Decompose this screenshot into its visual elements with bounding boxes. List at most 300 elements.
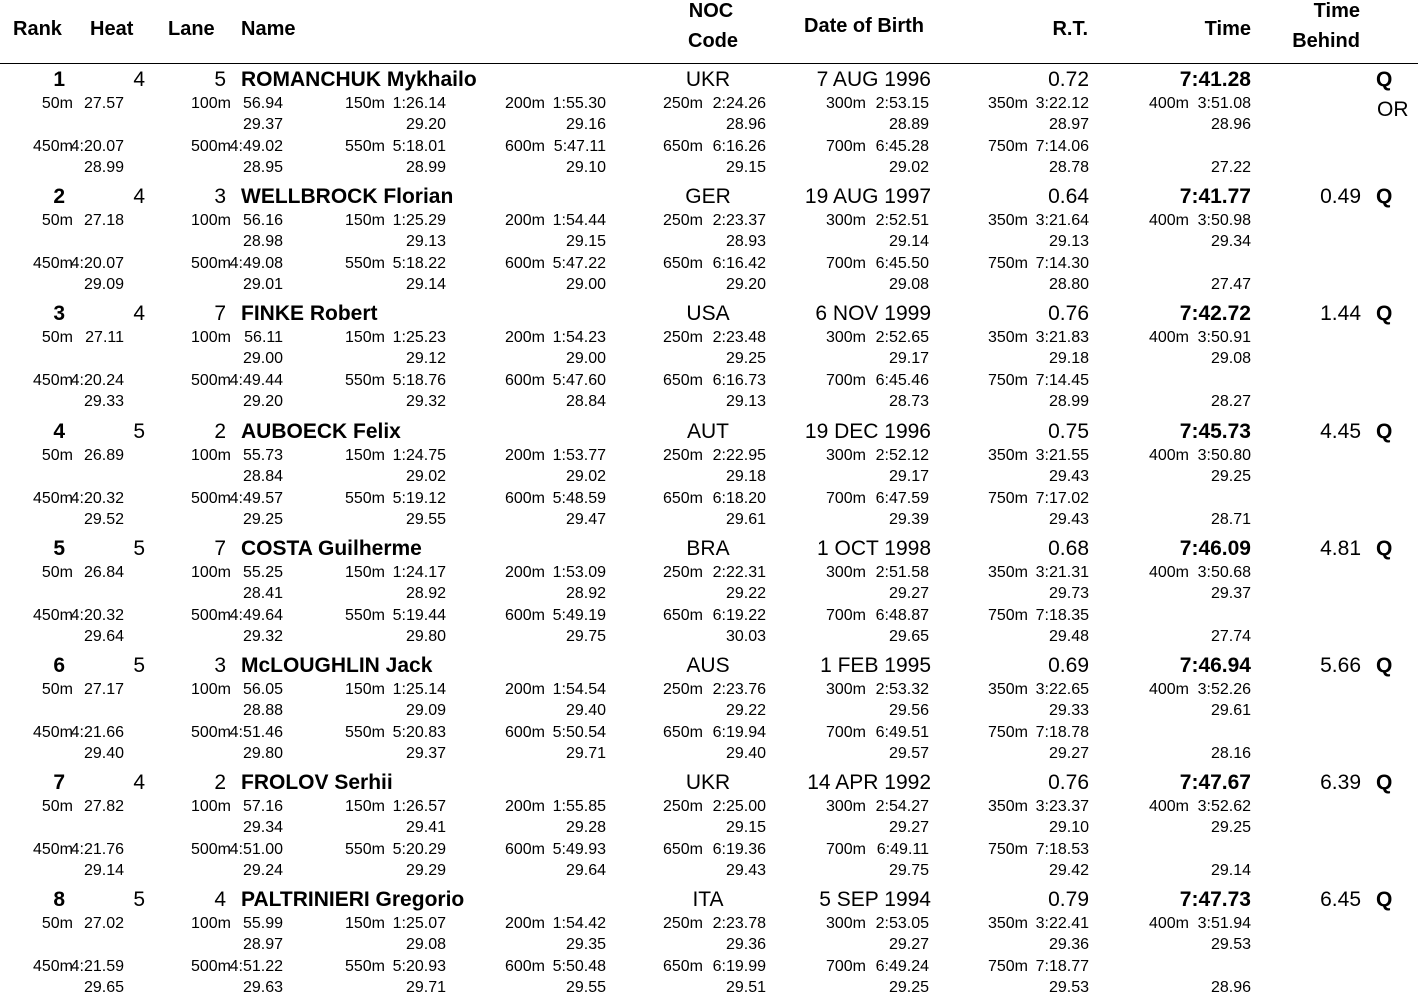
final-time: 7:42.72 [1179, 302, 1251, 325]
split-distance: 750m [987, 255, 1028, 272]
split-distance: 550m [344, 607, 385, 624]
split-distance: 500m [190, 138, 231, 155]
split-cumulative-time: 1:54.54 [552, 681, 606, 698]
split-time: 29.61 [725, 511, 766, 528]
split-distance: 650m [662, 958, 703, 975]
split-cumulative-time: 3:22.12 [1035, 95, 1089, 112]
split-distance: 650m [662, 490, 703, 507]
split-cumulative-time: 5:50.48 [552, 958, 606, 975]
split-cumulative-time: 3:50.91 [1197, 329, 1251, 346]
split-distance: 150m [344, 915, 385, 932]
split-time: 29.64 [565, 862, 606, 879]
split-distance: 150m [344, 798, 385, 815]
noc-code: UKR [685, 771, 731, 794]
split-cumulative-time: 56.16 [242, 212, 283, 229]
split-time: 29.40 [83, 745, 124, 762]
header-time-behind-line2: Behind [1292, 30, 1360, 52]
split-time: 29.37 [405, 745, 446, 762]
split-distance: 150m [344, 329, 385, 346]
split-time: 28.93 [725, 233, 766, 250]
split-distance: 600m [504, 607, 545, 624]
split-time: 29.22 [725, 585, 766, 602]
split-cumulative-time: 3:21.83 [1035, 329, 1089, 346]
split-distance: 100m [190, 915, 231, 932]
split-distance: 450m [32, 255, 73, 272]
split-cumulative-time: 1:53.09 [552, 564, 606, 581]
rank-cell: 8 [53, 888, 65, 911]
rank-cell: 3 [53, 302, 65, 325]
split-distance: 350m [987, 447, 1028, 464]
split-time: 29.02 [888, 159, 929, 176]
split-cumulative-time: 7:14.45 [1035, 372, 1089, 389]
split-distance: 200m [504, 447, 545, 464]
split-cumulative-time: 27.18 [83, 212, 124, 229]
date-of-birth: 19 DEC 1996 [804, 420, 931, 443]
split-cumulative-time: 4:49.44 [229, 372, 283, 389]
split-distance: 250m [662, 329, 703, 346]
date-of-birth: 5 SEP 1994 [819, 888, 931, 911]
reaction-time: 0.72 [1048, 68, 1089, 91]
split-time: 29.48 [1048, 628, 1089, 645]
split-distance: 500m [190, 958, 231, 975]
split-cumulative-time: 26.89 [83, 447, 124, 464]
split-time: 29.29 [405, 862, 446, 879]
reaction-time: 0.79 [1048, 888, 1089, 911]
split-time: 29.02 [405, 468, 446, 485]
split-cumulative-time: 6:45.46 [875, 372, 929, 389]
split-time: 28.99 [83, 159, 124, 176]
header-divider [0, 63, 1418, 64]
split-distance: 250m [662, 447, 703, 464]
split-time: 29.35 [565, 936, 606, 953]
split-cumulative-time: 27.17 [83, 681, 124, 698]
split-distance: 100m [190, 447, 231, 464]
split-distance: 700m [825, 255, 866, 272]
split-distance: 400m [1148, 798, 1189, 815]
split-distance: 750m [987, 138, 1028, 155]
split-cumulative-time: 5:47.60 [552, 372, 606, 389]
split-distance: 350m [987, 564, 1028, 581]
header-lane: Lane [168, 18, 215, 40]
split-distance: 750m [987, 841, 1028, 858]
split-time: 29.08 [405, 936, 446, 953]
split-distance: 150m [344, 681, 385, 698]
split-distance: 400m [1148, 915, 1189, 932]
split-cumulative-time: 1:26.57 [392, 798, 446, 815]
split-cumulative-time: 1:25.29 [392, 212, 446, 229]
split-distance: 400m [1148, 95, 1189, 112]
split-distance: 450m [32, 372, 73, 389]
split-cumulative-time: 2:25.00 [712, 798, 766, 815]
split-cumulative-time: 5:20.93 [392, 958, 446, 975]
split-distance: 600m [504, 138, 545, 155]
split-cumulative-time: 3:52.62 [1197, 798, 1251, 815]
split-distance: 700m [825, 490, 866, 507]
split-distance: 100m [190, 329, 231, 346]
split-time: 29.17 [888, 350, 929, 367]
split-distance: 650m [662, 841, 703, 858]
split-cumulative-time: 57.16 [242, 798, 283, 815]
split-distance: 650m [662, 255, 703, 272]
split-distance: 50m [41, 329, 73, 346]
split-cumulative-time: 2:22.31 [712, 564, 766, 581]
split-time: 29.14 [888, 233, 929, 250]
split-distance: 200m [504, 915, 545, 932]
header-time-behind-line1: Time [1313, 0, 1360, 22]
split-cumulative-time: 5:18.76 [392, 372, 446, 389]
split-time: 29.00 [242, 350, 283, 367]
split-time: 28.84 [242, 468, 283, 485]
split-time: 29.02 [565, 468, 606, 485]
qualification-mark: Q [1376, 68, 1393, 91]
split-time: 29.17 [888, 468, 929, 485]
split-distance: 400m [1148, 447, 1189, 464]
split-cumulative-time: 6:45.50 [875, 255, 929, 272]
header-reaction-time: R.T. [1052, 18, 1088, 40]
split-time: 29.25 [1210, 468, 1251, 485]
split-distance: 300m [825, 915, 866, 932]
split-cumulative-time: 3:50.98 [1197, 212, 1251, 229]
split-distance: 200m [504, 681, 545, 698]
noc-code: BRA [686, 537, 730, 560]
qualification-mark: Q [1376, 302, 1393, 325]
split-cumulative-time: 56.94 [242, 95, 283, 112]
split-cumulative-time: 1:25.23 [392, 329, 446, 346]
split-time: 27.47 [1210, 276, 1251, 293]
split-distance: 550m [344, 724, 385, 741]
split-distance: 550m [344, 958, 385, 975]
lane-cell: 5 [214, 68, 226, 91]
split-cumulative-time: 2:52.12 [875, 447, 929, 464]
athlete-name: PALTRINIERI Gregorio [241, 888, 465, 911]
split-distance: 350m [987, 915, 1028, 932]
split-time: 28.97 [1048, 116, 1089, 133]
split-distance: 700m [825, 138, 866, 155]
split-distance: 450m [32, 958, 73, 975]
split-cumulative-time: 56.05 [242, 681, 283, 698]
split-time: 28.99 [405, 159, 446, 176]
split-time: 29.09 [83, 276, 124, 293]
reaction-time: 0.68 [1048, 537, 1089, 560]
date-of-birth: 1 FEB 1995 [820, 654, 931, 677]
split-cumulative-time: 4:51.22 [229, 958, 283, 975]
split-time: 28.16 [1210, 745, 1251, 762]
reaction-time: 0.69 [1048, 654, 1089, 677]
split-time: 28.78 [1048, 159, 1089, 176]
split-distance: 750m [987, 372, 1028, 389]
noc-code: AUS [686, 654, 730, 677]
time-behind: 1.44 [1320, 302, 1361, 325]
split-distance: 200m [504, 798, 545, 815]
split-time: 29.41 [405, 819, 446, 836]
split-time: 29.71 [565, 745, 606, 762]
split-cumulative-time: 6:47.59 [875, 490, 929, 507]
header-rank: Rank [13, 18, 62, 40]
split-distance: 300m [825, 564, 866, 581]
split-distance: 700m [825, 607, 866, 624]
time-behind: 4.81 [1320, 537, 1361, 560]
final-time: 7:46.09 [1179, 537, 1251, 560]
split-cumulative-time: 1:53.77 [552, 447, 606, 464]
split-time: 29.20 [242, 393, 283, 410]
split-cumulative-time: 2:22.95 [712, 447, 766, 464]
split-time: 29.27 [888, 819, 929, 836]
split-time: 29.71 [405, 979, 446, 996]
qualification-mark: Q [1376, 888, 1393, 911]
split-time: 29.37 [1210, 585, 1251, 602]
split-time: 29.27 [1048, 745, 1089, 762]
split-time: 28.71 [1210, 511, 1251, 528]
split-cumulative-time: 2:52.51 [875, 212, 929, 229]
split-cumulative-time: 5:20.83 [392, 724, 446, 741]
split-cumulative-time: 2:52.65 [875, 329, 929, 346]
split-time: 29.20 [725, 276, 766, 293]
split-cumulative-time: 27.02 [83, 915, 124, 932]
lane-cell: 3 [214, 654, 226, 677]
split-time: 28.73 [888, 393, 929, 410]
split-time: 29.42 [1048, 862, 1089, 879]
header-noc: NOC [688, 0, 734, 22]
split-cumulative-time: 27.57 [83, 95, 124, 112]
split-distance: 250m [662, 212, 703, 229]
split-time: 29.65 [83, 979, 124, 996]
split-distance: 150m [344, 95, 385, 112]
split-cumulative-time: 3:22.41 [1035, 915, 1089, 932]
header-heat: Heat [90, 18, 134, 40]
heat-cell: 4 [133, 185, 145, 208]
split-time: 29.80 [405, 628, 446, 645]
split-distance: 600m [504, 841, 545, 858]
split-time: 28.96 [725, 116, 766, 133]
split-time: 29.25 [242, 511, 283, 528]
split-cumulative-time: 27.11 [85, 329, 124, 346]
athlete-name: AUBOECK Felix [241, 420, 401, 443]
split-distance: 400m [1148, 329, 1189, 346]
split-time: 29.27 [888, 585, 929, 602]
split-time: 29.18 [725, 468, 766, 485]
split-distance: 600m [504, 372, 545, 389]
split-distance: 200m [504, 329, 545, 346]
split-distance: 200m [504, 564, 545, 581]
split-distance: 100m [190, 681, 231, 698]
split-time: 29.13 [725, 393, 766, 410]
split-distance: 350m [987, 95, 1028, 112]
split-time: 29.43 [1048, 511, 1089, 528]
split-cumulative-time: 4:49.64 [229, 607, 283, 624]
split-time: 29.32 [405, 393, 446, 410]
split-cumulative-time: 5:50.54 [552, 724, 606, 741]
split-time: 29.75 [565, 628, 606, 645]
split-distance: 150m [344, 447, 385, 464]
split-distance: 700m [825, 841, 866, 858]
split-distance: 500m [190, 724, 231, 741]
split-time: 29.34 [242, 819, 283, 836]
split-time: 29.36 [725, 936, 766, 953]
heat-cell: 4 [133, 302, 145, 325]
reaction-time: 0.75 [1048, 420, 1089, 443]
split-distance: 450m [32, 841, 73, 858]
heat-cell: 4 [133, 68, 145, 91]
split-time: 28.98 [242, 233, 283, 250]
qualification-mark: Q [1376, 654, 1393, 677]
split-distance: 550m [344, 841, 385, 858]
split-cumulative-time: 5:20.29 [392, 841, 446, 858]
final-time: 7:41.77 [1179, 185, 1251, 208]
split-distance: 300m [825, 447, 866, 464]
split-cumulative-time: 5:48.59 [552, 490, 606, 507]
split-cumulative-time: 5:49.93 [552, 841, 606, 858]
split-cumulative-time: 5:19.12 [392, 490, 446, 507]
split-time: 29.10 [565, 159, 606, 176]
split-distance: 300m [825, 329, 866, 346]
split-distance: 600m [504, 724, 545, 741]
split-time: 29.08 [888, 276, 929, 293]
split-time: 29.00 [565, 350, 606, 367]
split-time: 29.14 [83, 862, 124, 879]
split-distance: 600m [504, 255, 545, 272]
split-distance: 600m [504, 958, 545, 975]
split-time: 28.41 [242, 585, 283, 602]
split-distance: 100m [190, 798, 231, 815]
noc-code: ITA [692, 888, 724, 911]
split-time: 30.03 [725, 628, 766, 645]
split-distance: 250m [662, 564, 703, 581]
split-cumulative-time: 6:49.51 [875, 724, 929, 741]
lane-cell: 3 [214, 185, 226, 208]
split-time: 29.00 [565, 276, 606, 293]
split-cumulative-time: 3:23.37 [1035, 798, 1089, 815]
time-behind: 6.39 [1320, 771, 1361, 794]
split-cumulative-time: 3:52.26 [1197, 681, 1251, 698]
split-distance: 250m [662, 915, 703, 932]
header-name: Name [241, 18, 296, 40]
split-time: 29.20 [405, 116, 446, 133]
split-cumulative-time: 2:53.15 [875, 95, 929, 112]
split-cumulative-time: 2:51.58 [875, 564, 929, 581]
split-time: 28.92 [405, 585, 446, 602]
split-cumulative-time: 6:18.20 [712, 490, 766, 507]
split-cumulative-time: 3:50.68 [1197, 564, 1251, 581]
athlete-name: FINKE Robert [241, 302, 378, 325]
header-date-of-birth: Date of Birth [804, 15, 924, 37]
split-distance: 200m [504, 95, 545, 112]
split-cumulative-time: 5:47.22 [552, 255, 606, 272]
noc-code: GER [685, 185, 731, 208]
split-cumulative-time: 4:20.32 [70, 490, 124, 507]
split-distance: 450m [32, 138, 73, 155]
split-time: 28.95 [242, 159, 283, 176]
split-time: 28.84 [565, 393, 606, 410]
split-time: 29.34 [1210, 233, 1251, 250]
split-time: 29.33 [83, 393, 124, 410]
split-distance: 150m [344, 564, 385, 581]
split-distance: 500m [190, 372, 231, 389]
split-distance: 350m [987, 212, 1028, 229]
split-cumulative-time: 1:55.30 [552, 95, 606, 112]
split-distance: 500m [190, 841, 231, 858]
split-time: 29.73 [1048, 585, 1089, 602]
split-distance: 700m [825, 372, 866, 389]
split-cumulative-time: 2:24.26 [712, 95, 766, 112]
split-cumulative-time: 5:19.44 [392, 607, 446, 624]
split-cumulative-time: 5:18.01 [392, 138, 446, 155]
split-time: 29.14 [1210, 862, 1251, 879]
split-time: 29.40 [565, 702, 606, 719]
split-distance: 700m [825, 958, 866, 975]
lane-cell: 7 [214, 302, 226, 325]
split-cumulative-time: 7:18.53 [1035, 841, 1089, 858]
split-cumulative-time: 7:18.78 [1035, 724, 1089, 741]
split-time: 28.96 [1210, 116, 1251, 133]
split-time: 29.09 [405, 702, 446, 719]
split-distance: 50m [41, 447, 73, 464]
split-time: 29.27 [888, 936, 929, 953]
split-time: 29.52 [83, 511, 124, 528]
split-time: 29.33 [1048, 702, 1089, 719]
split-cumulative-time: 2:23.48 [712, 329, 766, 346]
noc-code: UKR [685, 68, 731, 91]
heat-cell: 5 [133, 420, 145, 443]
split-cumulative-time: 7:14.06 [1035, 138, 1089, 155]
split-cumulative-time: 4:20.07 [70, 255, 124, 272]
split-cumulative-time: 1:54.42 [552, 915, 606, 932]
heat-cell: 5 [133, 537, 145, 560]
split-time: 28.89 [888, 116, 929, 133]
split-time: 28.99 [1048, 393, 1089, 410]
split-cumulative-time: 6:45.28 [875, 138, 929, 155]
split-cumulative-time: 5:47.11 [553, 138, 606, 155]
split-time: 29.43 [725, 862, 766, 879]
split-cumulative-time: 4:21.66 [70, 724, 124, 741]
split-distance: 400m [1148, 212, 1189, 229]
heat-cell: 4 [133, 771, 145, 794]
split-time: 29.14 [405, 276, 446, 293]
split-time: 29.57 [888, 745, 929, 762]
time-behind: 0.49 [1320, 185, 1361, 208]
split-time: 29.55 [405, 511, 446, 528]
split-cumulative-time: 4:20.07 [70, 138, 124, 155]
date-of-birth: 19 AUG 1997 [804, 185, 931, 208]
split-time: 27.74 [1210, 628, 1251, 645]
rank-cell: 7 [53, 771, 65, 794]
split-distance: 100m [190, 95, 231, 112]
split-distance: 600m [504, 490, 545, 507]
split-time: 29.56 [888, 702, 929, 719]
split-distance: 300m [825, 212, 866, 229]
split-cumulative-time: 3:21.64 [1035, 212, 1089, 229]
split-time: 29.28 [565, 819, 606, 836]
split-cumulative-time: 1:54.23 [552, 329, 606, 346]
split-cumulative-time: 1:54.44 [552, 212, 606, 229]
split-time: 29.13 [1048, 233, 1089, 250]
split-cumulative-time: 1:24.75 [392, 447, 446, 464]
split-time: 29.25 [1210, 819, 1251, 836]
split-distance: 400m [1148, 564, 1189, 581]
split-cumulative-time: 6:19.99 [712, 958, 766, 975]
split-time: 29.63 [242, 979, 283, 996]
split-distance: 50m [41, 212, 73, 229]
split-cumulative-time: 4:49.02 [229, 138, 283, 155]
split-cumulative-time: 56.11 [244, 329, 283, 346]
noc-code: AUT [687, 420, 729, 443]
lane-cell: 7 [214, 537, 226, 560]
split-cumulative-time: 3:51.94 [1197, 915, 1251, 932]
qualification-mark: Q [1376, 185, 1393, 208]
split-time: 29.13 [405, 233, 446, 250]
split-time: 29.25 [888, 979, 929, 996]
split-time: 29.15 [565, 233, 606, 250]
split-distance: 250m [662, 798, 703, 815]
